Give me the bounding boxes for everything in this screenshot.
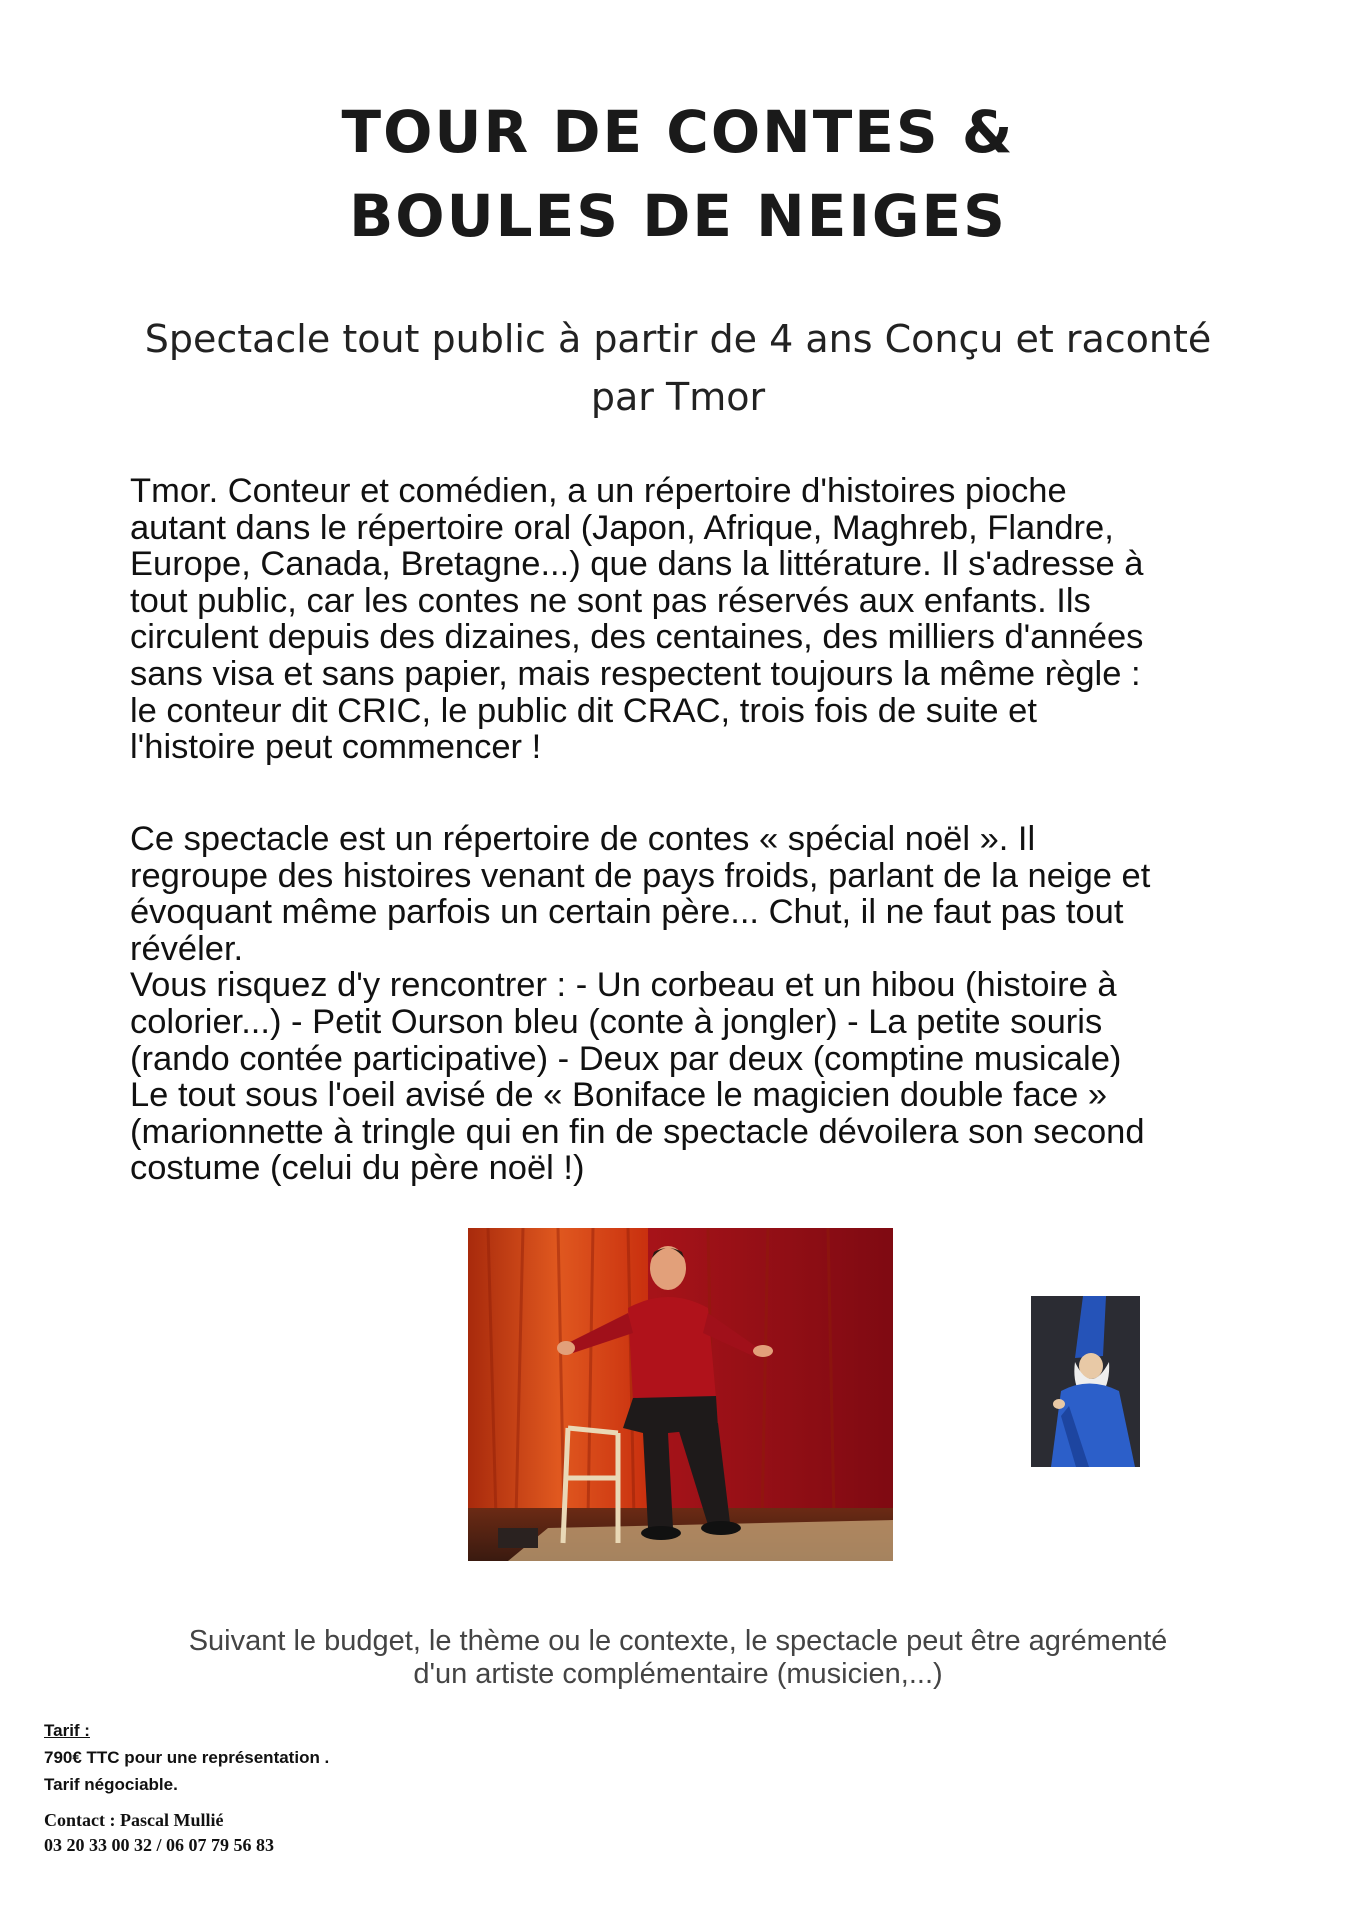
contact-phones: 03 20 33 00 32 / 06 07 79 56 83 (44, 1835, 275, 1855)
text-line: Europe, Canada, Bretagne...) que dans la littérature. Il s'adresse à (130, 545, 1144, 584)
footer-note-line-1: Suivant le budget, le thème ou le contexte, le spectacle peut être agrémenté (188, 1625, 1168, 1657)
title-line-1: TOUR DE CONTES & (341, 98, 1015, 166)
text-line: costume (celui du père noël !) (130, 1149, 585, 1188)
text-line: tout public, car les contes ne sont pas réservés aux enfants. Ils (130, 581, 1091, 620)
text-line: (marionnette à tringle qui en fin de spectacle dévoilera son second (130, 1112, 1145, 1151)
tarif-block (44, 1717, 329, 1798)
text-line: Le tout sous l'oeil avisé de « Boniface le magicien double face » (130, 1076, 1108, 1115)
text-line: Tmor. Conteur et comédien, a un répertoire d'histoires pioche (130, 472, 1067, 510)
text-line: regroupe des histoires venant de pays froids, parlant de la neige et (130, 856, 1151, 895)
tarif-label: Tarif : (44, 1721, 90, 1740)
text-line: sans visa et sans papier, mais respectent toujours la même règle : (130, 654, 1141, 693)
description-paragraph (130, 821, 1240, 1187)
text-line: circulent depuis des dizaines, des centaines, des milliers d'années (130, 618, 1144, 657)
tarif-price: 790€ TTC pour une représentation . (44, 1748, 330, 1767)
text-line: (rando contée participative) - Deux par deux (comptine musicale) (130, 1039, 1122, 1078)
text-line: évoquant même parfois un certain père... Chut, il ne faut pas tout (130, 893, 1124, 932)
text-line: autant dans le répertoire oral (Japon, Afrique, Maghreb, Flandre, (130, 508, 1114, 547)
storyteller-photo (468, 1228, 893, 1561)
intro-paragraph (130, 473, 1240, 766)
text-line: Vous risquez d'y rencontrer : - Un corbeau et un hibou (histoire à (130, 966, 1117, 1005)
text-line: l'histoire peut commencer ! (130, 728, 542, 767)
contact-name: Contact : Pascal Mullié (44, 1810, 224, 1830)
title-line-2: BOULES DE NEIGES (349, 182, 1007, 250)
subtitle-line-1: Spectacle tout public à partir de 4 ans Conçu et raconté (144, 317, 1212, 361)
footer-note-line-2: d'un artiste complémentaire (musicien,...) (413, 1658, 943, 1690)
page-title (0, 90, 1356, 258)
text-line: Ce spectacle est un répertoire de contes « spécial noël ». Il (130, 820, 1036, 858)
text-line: le conteur dit CRIC, le public dit CRAC, trois fois de suite et (130, 691, 1037, 730)
subtitle (130, 310, 1226, 426)
contact-block (44, 1808, 274, 1858)
text-line: colorier...) - Petit Ourson bleu (conte à jongler) - La petite souris (130, 1002, 1103, 1041)
subtitle-line-2: par Tmor (590, 375, 766, 419)
tarif-negotiable: Tarif négociable. (44, 1775, 178, 1794)
footer-note (100, 1625, 1256, 1691)
text-line: révéler. (130, 929, 244, 968)
wizard-puppet-photo (1031, 1296, 1140, 1467)
